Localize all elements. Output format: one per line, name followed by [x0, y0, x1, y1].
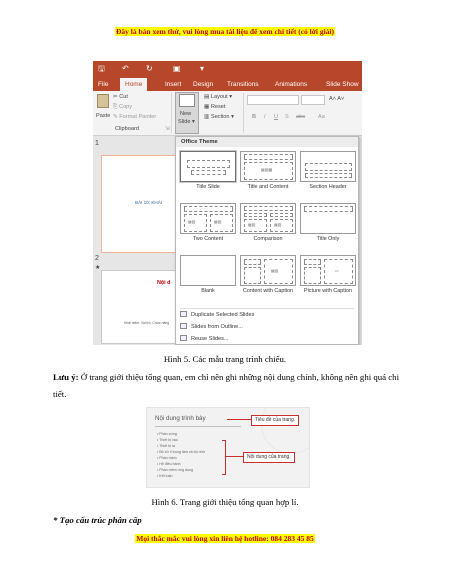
bullet-item: • Phần mềm ứng dụng [157, 468, 194, 472]
thumbnail-title: Nội d [157, 280, 171, 286]
quick-access-toolbar [93, 61, 362, 78]
layout-label: Title Slide [196, 184, 220, 190]
layout-label: Title Only [316, 236, 340, 242]
slide-number: 2 [95, 255, 99, 262]
gallery-header: Office Theme [176, 137, 358, 147]
note-text: Ở trang giới thiệu tổng quan, em chỉ nên ghi những nội dung chính, không nên ghi quá chi tiết. [53, 372, 400, 399]
slide-title: Nội dung trình bày [155, 415, 206, 422]
star-icon: ★ [95, 265, 101, 271]
cut-button[interactable]: ✂ Cut [113, 94, 128, 100]
layout-preview: ▭ [300, 255, 356, 286]
layout-preview: ▦▧▩ [240, 151, 296, 182]
title-callout: Tiêu đề của trang. [251, 415, 299, 426]
thumbnail-subtext: Khái niệm, Vai trò, Chức năng [124, 321, 170, 325]
figure-5-caption: Hình 5. Các mẫu trang trình chiếu. [163, 354, 287, 364]
layout-title-slide[interactable] [180, 151, 236, 190]
reset-button[interactable]: ▦ Reset [204, 104, 226, 110]
ribbon-home [93, 91, 362, 136]
layout-preview [180, 151, 236, 182]
duplicate-icon [180, 311, 187, 317]
note-paragraph [53, 369, 407, 403]
layout-blank[interactable] [180, 255, 236, 294]
section-button[interactable]: ▥ Section ▾ [204, 114, 234, 120]
layout-picture-with-caption[interactable] [300, 255, 356, 294]
layout-label: Blank [201, 288, 215, 294]
callout-pointer [227, 419, 251, 420]
paste-icon[interactable] [97, 94, 109, 108]
content-bracket [225, 440, 226, 475]
tab-home[interactable]: Home [120, 78, 147, 91]
redo-icon[interactable]: ↻ [146, 64, 153, 73]
slides-from-outline-menu-item[interactable]: Slides from Outline... [180, 323, 243, 331]
note-label: Lưu ý: [53, 372, 79, 382]
layout-label: Section Header [309, 184, 347, 190]
undo-icon[interactable]: ↶ [122, 64, 129, 73]
new-slide-label: New [180, 111, 192, 117]
gallery-divider [180, 308, 354, 309]
bullet-item: • Thiết bị ra [157, 444, 176, 448]
underline-button[interactable]: U [274, 114, 279, 120]
strikethrough-button[interactable]: abc [296, 114, 306, 120]
reuse-slides-menu-item[interactable]: Reuse Slides... [180, 335, 229, 343]
layout-preview [300, 203, 356, 234]
layout-label: Title and Content [247, 184, 289, 190]
save-icon[interactable]: 🖫 [98, 64, 105, 73]
bullet-item: • Phần mềm [157, 456, 177, 460]
bullet-item: • Thiết bị vào [157, 438, 178, 442]
italic-button[interactable]: I [264, 114, 266, 120]
layout-label: Picture with Caption [304, 288, 352, 294]
tab-transitions[interactable]: Transitions [227, 81, 259, 88]
ribbon-separator [171, 93, 172, 133]
paste-button[interactable]: Paste [96, 113, 111, 119]
bullet-item: • Kết luận [157, 474, 173, 478]
layout-content-with-caption[interactable] [240, 255, 296, 294]
font-name-box[interactable] [247, 95, 299, 105]
thumbnail-title: BÀI 10: KHÁI [135, 200, 163, 205]
bold-button[interactable]: B [252, 114, 257, 120]
tab-design[interactable]: Design [193, 81, 214, 88]
content-bracket-top [222, 440, 226, 441]
title-underline [155, 426, 241, 427]
bullet-item: • Phần cứng [157, 432, 177, 436]
layout-preview [180, 255, 236, 286]
layout-label: Two Content [192, 236, 224, 242]
top-banner: Đây là bản xem thử, vui lòng mua tài liệu để xem chi tiết (có lời giải) [115, 27, 335, 36]
tab-animations[interactable]: Animations [275, 81, 308, 88]
section-heading: * Tạo cấu trúc phân cấp [53, 515, 142, 525]
layout-comparison[interactable] [240, 203, 296, 242]
callout-pointer [225, 456, 243, 457]
shadow-button[interactable]: S [285, 114, 289, 120]
figure-6-caption: Hình 6. Trang giới thiệu tổng quan hợp lí. [151, 497, 299, 507]
layout-preview: ▦▧ ▦▧ [180, 203, 236, 234]
layout-preview: ▦▧ [240, 255, 296, 286]
slide-number: 1 [95, 140, 99, 147]
new-slide-label-2: Slide ▾ [178, 119, 195, 125]
layout-title-only[interactable] [300, 203, 356, 242]
layout-label: Content with Caption [242, 288, 294, 294]
content-bracket-bottom [222, 474, 226, 475]
bottom-banner: Mọi thắc mắc vui lòng xin liên hệ hotline: 084 283 45 85 [136, 534, 314, 543]
font-size-box[interactable] [301, 95, 325, 105]
copy-button[interactable]: ⎘ Copy [113, 104, 133, 110]
powerpoint-screenshot [93, 61, 362, 345]
start-slideshow-icon[interactable]: ▣ [173, 64, 181, 73]
customize-qat-icon[interactable]: ▾ [200, 64, 205, 73]
layout-section-header[interactable] [300, 151, 356, 190]
layout-preview: ▦▧ ▦▧ [240, 203, 296, 234]
overview-slide-example [146, 407, 310, 488]
format-painter-button[interactable]: ✎ Format Painter [113, 114, 157, 120]
layout-button[interactable]: ▤ Layout ▾ [204, 94, 233, 100]
layout-title-and-content[interactable] [240, 151, 296, 190]
bullet-item: • Hệ điều hành [157, 462, 181, 466]
change-case-button[interactable]: Aa [318, 114, 325, 120]
tab-slideshow[interactable]: Slide Show [326, 81, 359, 88]
clipboard-group-label: Clipboard [115, 126, 139, 132]
content-callout: Nội dung của trang. [243, 452, 295, 463]
duplicate-slides-menu-item[interactable]: Duplicate Selected Slides [180, 311, 254, 319]
ribbon-separator [243, 93, 244, 133]
layout-label: Comparison [253, 236, 283, 242]
ribbon-tabs [93, 78, 362, 91]
layout-preview [300, 151, 356, 182]
tab-insert[interactable]: Insert [165, 81, 182, 88]
grow-font-icon[interactable]: A˄ A˅ [329, 96, 345, 102]
outline-icon [180, 323, 187, 329]
dialog-launcher-icon[interactable]: ⇲ [165, 126, 170, 132]
tab-file[interactable]: File [98, 81, 109, 88]
new-slide-icon [179, 94, 195, 107]
bullet-item: • Bộ xử lí trung tâm và bộ nhớ [157, 450, 205, 454]
new-slide-layout-gallery [175, 136, 359, 345]
layout-two-content[interactable] [180, 203, 236, 242]
reuse-icon [180, 335, 187, 341]
